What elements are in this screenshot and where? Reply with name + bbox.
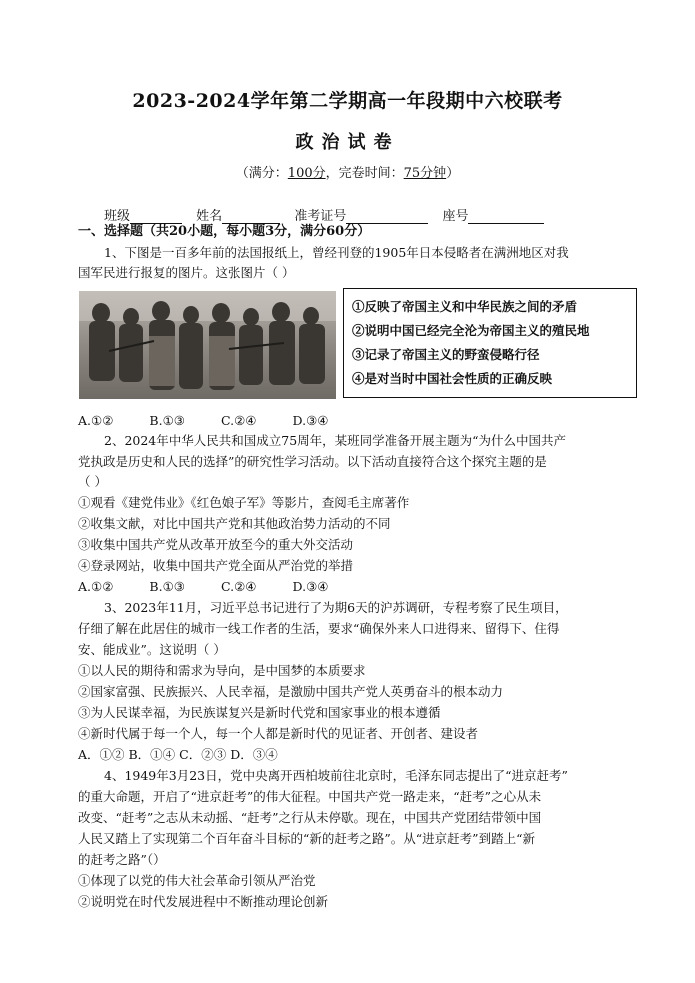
q4-stem-line1: 4、1949年3月23日，党中央离开西柏坡前往北京时，毛泽东同志提出了“进京赶考” xyxy=(104,768,568,783)
seat-label: 座号 xyxy=(442,209,469,224)
q1-statement-2: ②说明中国已经完全沦为帝国主义的殖民地 xyxy=(352,323,590,338)
time-prefix: ，完卷时间： xyxy=(325,166,404,181)
name-label: 姓名 xyxy=(196,209,223,224)
q1-choices xyxy=(78,411,638,431)
q2-choice-d[interactable]: D.③④ xyxy=(292,579,329,594)
q1-statement-box xyxy=(343,288,637,398)
q1-stem-line1: 1、下图是一百多年前的法国报纸上，曾经刊登的1905年日本侵略者在满洲地区对我 xyxy=(104,245,569,260)
q3-option-1: ①以人民的期待和需求为导向，是中国梦的本质要求 xyxy=(78,663,366,678)
q1-choice-b[interactable]: B.①③ xyxy=(149,413,185,428)
q2-stem-line1: 2、2024年中华人民共和国成立75周年，某班同学准备开展主题为“为什么中国共产 xyxy=(104,433,567,448)
q4-option-2: ②说明党在时代发展进程中不断推动理论创新 xyxy=(78,894,329,909)
score-prefix: （满分： xyxy=(235,166,288,181)
q3-option-2: ②国家富强、民族振兴、人民幸福，是激励中国共产党人英勇奋斗的根本动力 xyxy=(78,684,504,699)
section-heading: 一、选择题（共20小题，每小题3分，满分60分） xyxy=(78,224,371,239)
class-label: 班级 xyxy=(104,209,131,224)
exam-title: 2023-2024学年第二学期高一年段期中六校联考 xyxy=(132,90,563,112)
q3-stem-line2: 仔细了解在此居住的城市一线工作者的生活，要求“确保外来人口进得来、留得下、住得 xyxy=(78,621,560,636)
historical-photo-image xyxy=(79,291,336,399)
score-value: 100分 xyxy=(287,166,326,181)
q2-choice-c[interactable]: C.②④ xyxy=(221,579,257,594)
q1-choice-d[interactable]: D.③④ xyxy=(292,413,329,428)
q3-stem-line3: 安、能成业”。这说明（ ） xyxy=(78,642,226,657)
q2-stem-line3: （ ） xyxy=(78,474,107,489)
q1-statement-1: ①反映了帝国主义和中华民族之间的矛盾 xyxy=(352,299,578,314)
q1-stem-line2: 国军民进行报复的图片。这张图片（ ） xyxy=(78,265,295,280)
exam-no-label: 准考证号 xyxy=(294,209,347,224)
q3-stem-line1: 3、2023年11月，习近平总书记进行了为期6天的沪苏调研，专程考察了民生项目， xyxy=(104,600,568,615)
q2-option-3: ③收集中国共产党从改革开放至今的重大外交活动 xyxy=(78,537,354,552)
q3-choices[interactable]: A．①② B．①④ C．②③ D．③④ xyxy=(78,747,278,762)
historical-photo xyxy=(79,291,336,399)
meta-suffix: ） xyxy=(446,166,460,181)
q1-choice-a[interactable]: A.①② xyxy=(78,413,114,428)
q4-stem-line4: 人民又踏上了实现第二个百年奋斗目标的“新的赶考之路”。从“进京赶考”到踏上“新 xyxy=(78,831,535,846)
q3-option-4: ④新时代属于每一个人，每一个人都是新时代的见证者、开创者、建设者 xyxy=(78,726,479,741)
exam-meta xyxy=(0,162,695,181)
q1-statement-3: ③记录了帝国主义的野蛮侵略行径 xyxy=(352,347,540,362)
q2-option-2: ②收集文献，对比中国共产党和其他政治势力活动的不同 xyxy=(78,516,391,531)
q4-option-1: ①体现了以党的伟大社会革命引领从严治党 xyxy=(78,873,316,888)
q2-option-1: ①观看《建党伟业》《红色娘子军》等影片，查阅毛主席著作 xyxy=(78,495,410,510)
time-value: 75分钟 xyxy=(403,166,447,181)
q3-option-3: ③为人民谋幸福，为民族谋复兴是新时代党和国家事业的根本遵循 xyxy=(78,705,441,720)
q2-choices xyxy=(78,577,638,597)
q2-choice-b[interactable]: B.①③ xyxy=(149,579,185,594)
q2-option-4: ④登录网站，收集中国共产党全面从严治党的举措 xyxy=(78,558,354,573)
q2-stem-line2: 党执政是历史和人民的选择”的研究性学习活动。以下活动直接符合这个探究主题的是 xyxy=(78,454,547,469)
q4-stem-line5: 的赶考之路”（） xyxy=(78,852,166,867)
q1-choice-c[interactable]: C.②④ xyxy=(221,413,257,428)
q1-statement-4: ④是对当时中国社会性质的正确反映 xyxy=(352,371,553,386)
exam-subtitle: 政治试卷 xyxy=(295,132,400,153)
q4-stem-line3: 改变、“赶考”之志从未动摇、“赶考”之行从未停歇。现在，中国共产党团结带领中国 xyxy=(78,810,542,825)
q4-stem-line2: 的重大命题，开启了“进京赶考”的伟大征程。中国共产党一路走来，“赶考”之心从未 xyxy=(78,789,542,804)
q2-choice-a[interactable]: A.①② xyxy=(78,579,114,594)
